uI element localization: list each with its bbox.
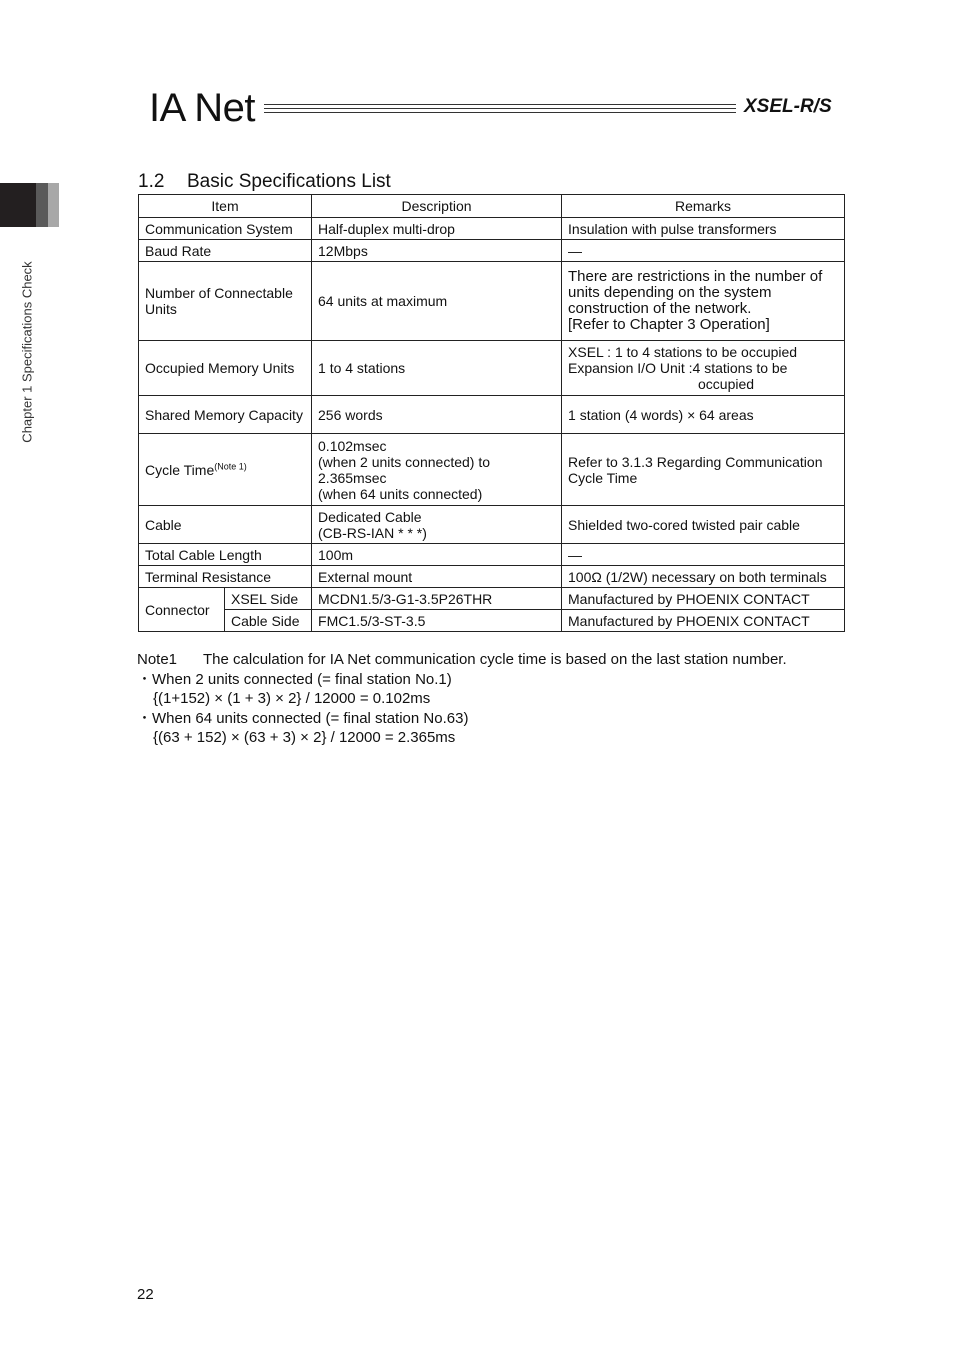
remarks-cell: Manufactured by PHOENIX CONTACT <box>562 610 845 632</box>
table-row <box>139 262 845 341</box>
item-cell: Total Cable Length <box>139 544 312 566</box>
sub-item-cell: XSEL Side <box>225 588 312 610</box>
description-cell: 1 to 4 stations <box>312 341 562 396</box>
page-title: IA Net <box>149 86 255 130</box>
section-heading <box>138 171 391 193</box>
remarks-cell: Refer to 3.1.3 Regarding Communication Cycle Time <box>562 434 845 506</box>
notes-block <box>137 650 787 748</box>
table-row <box>139 588 845 610</box>
remarks-cell: — <box>562 240 845 262</box>
table-row <box>139 396 845 434</box>
table-row <box>139 240 845 262</box>
header-rule <box>264 108 736 109</box>
column-header-description: Description <box>312 195 562 218</box>
remarks-cell: 100Ω (1/2W) necessary on both terminals <box>562 566 845 588</box>
chapter-tab-marker <box>0 183 36 227</box>
note-line <box>137 650 787 670</box>
description-cell: Half-duplex multi-drop <box>312 218 562 240</box>
note-item: ・When 2 units connected (= final station No.1) <box>137 670 452 688</box>
section-title: Basic Specifications List <box>187 171 391 192</box>
item-cell: Cycle Time$^{(Note 1)}$ <box>139 434 312 506</box>
note-text: The calculation for IA Net communication cycle time is based on the last station number. <box>203 651 787 668</box>
remarks-cell: Shielded two-cored twisted pair cable <box>562 506 845 544</box>
chapter-side-label: Chapter 1 Specifications Check <box>19 261 35 443</box>
table-row <box>139 544 845 566</box>
description-cell: 12Mbps <box>312 240 562 262</box>
table-row <box>139 341 845 396</box>
table-row <box>139 434 845 506</box>
sub-item-cell: Cable Side <box>225 610 312 632</box>
specifications-table <box>138 194 845 632</box>
table-row <box>139 506 845 544</box>
note-formula: {(1+152) × (1 + 3) × 2} / 12000 = 0.102ms <box>153 690 431 707</box>
column-header-remarks: Remarks <box>562 195 845 218</box>
description-cell: 100m <box>312 544 562 566</box>
description-cell: MCDN1.5/3-G1-3.5P26THR <box>312 588 562 610</box>
description-cell: 64 units at maximum <box>312 262 562 341</box>
model-name: XSEL-R/S <box>744 96 832 117</box>
column-header-item: Item <box>139 195 312 218</box>
note-item: ・When 64 units connected (= final station No.63) <box>137 709 469 727</box>
description-cell: 256 words <box>312 396 562 434</box>
item-cell: Occupied Memory Units <box>139 341 312 396</box>
note-formula: {(63 + 152) × (63 + 3) × 2} / 12000 = 2.365ms <box>153 729 456 746</box>
header-rule <box>264 104 736 105</box>
table-row <box>139 610 845 632</box>
description-cell: Dedicated Cable (CB-RS-IAN * * *) <box>312 506 562 544</box>
chapter-tab-marker <box>48 183 59 227</box>
chapter-tab-marker <box>36 183 48 227</box>
header-rule <box>264 112 736 113</box>
item-cell: Communication System <box>139 218 312 240</box>
remarks-cell: 1 station (4 words) × 64 areas <box>562 396 845 434</box>
table-row <box>139 218 845 240</box>
description-cell: External mount <box>312 566 562 588</box>
item-cell: Number of Connectable Units <box>139 262 312 341</box>
item-cell: Baud Rate <box>139 240 312 262</box>
remarks-cell: Insulation with pulse transformers <box>562 218 845 240</box>
description-cell: FMC1.5/3-ST-3.5 <box>312 610 562 632</box>
item-cell: Cable <box>139 506 312 544</box>
item-cell: Connector <box>139 588 225 632</box>
page-number: 22 <box>137 1286 154 1303</box>
table-header-row <box>139 195 845 218</box>
section-number: 1.2 <box>138 171 165 192</box>
remarks-cell: Manufactured by PHOENIX CONTACT <box>562 588 845 610</box>
description-cell: 0.102msec (when 2 units connected) to 2.365msec (when 64 units connected) <box>312 434 562 506</box>
item-cell: Terminal Resistance <box>139 566 312 588</box>
table-row <box>139 566 845 588</box>
note-reference: (Note 1) <box>214 460 247 471</box>
remarks-cell: XSEL : 1 to 4 stations to be occupied Expansion I/O Unit :4 stations to be occupied <box>562 341 845 396</box>
remarks-cell: — <box>562 544 845 566</box>
item-cell: Shared Memory Capacity <box>139 396 312 434</box>
note-label: Note1 <box>137 651 178 668</box>
remarks-cell: There are restrictions in the number of units depending on the system construction of the network. [Refer to Chapter 3 Operation] <box>562 262 845 341</box>
